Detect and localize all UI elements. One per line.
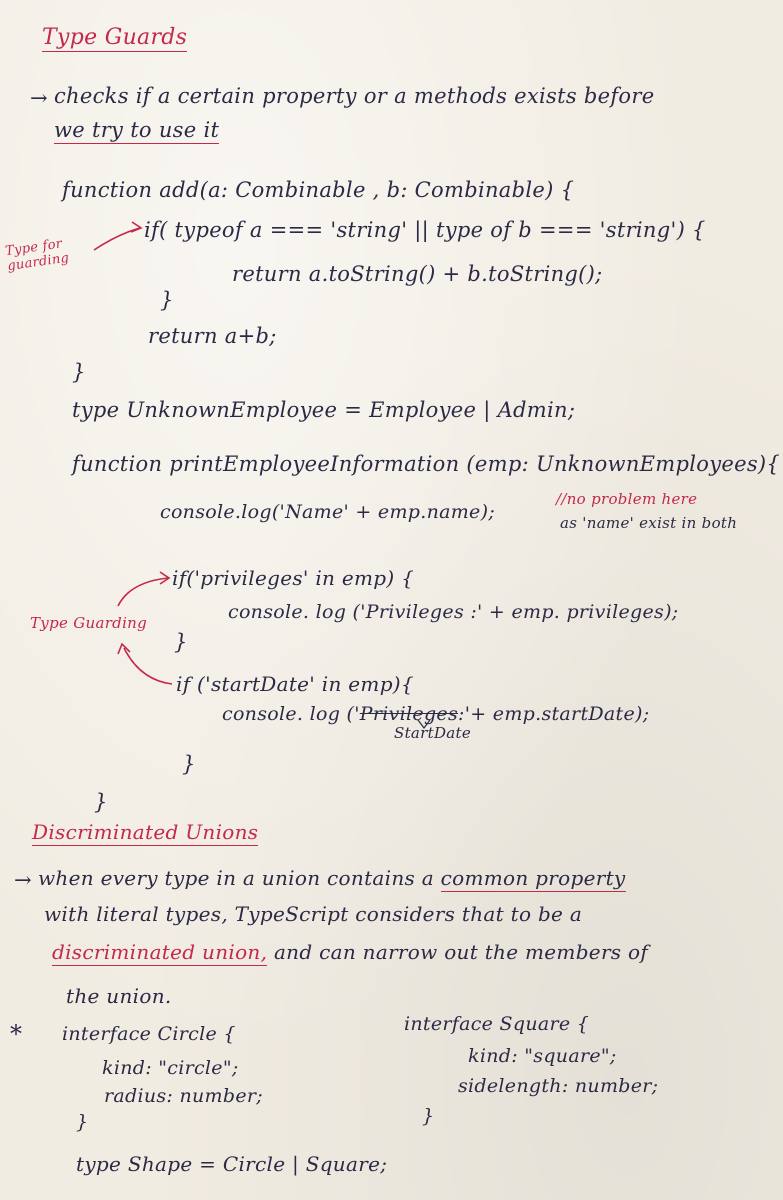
comment-line-1: //no problem here	[556, 490, 698, 508]
insert-caret	[418, 720, 430, 728]
note-line-1: checks if a certain property or a methods exists before	[54, 84, 655, 108]
shape-type-line: type Shape = Circle | Square;	[76, 1152, 388, 1176]
du-common-property: common property	[440, 866, 626, 890]
margin-note-guarding: Type for guarding	[4, 236, 71, 275]
code-add-line-3: return a.toString() + b.toString();	[232, 262, 603, 286]
code-add-line-2: if( typeof a === 'string' || type of b === 'string') {	[144, 218, 706, 242]
note-line-2: we try to use it	[54, 118, 220, 142]
code-add-line-4: }	[160, 288, 174, 312]
du-discriminated-union: discriminated union,	[52, 940, 268, 964]
circle-line-1: interface Circle {	[62, 1023, 236, 1045]
star-mark: *	[10, 1020, 23, 1048]
circle-line-2: kind: "circle";	[102, 1057, 239, 1079]
heading-discriminated-unions: Discriminated Unions	[32, 820, 259, 844]
code-emp-line-2: function printEmployeeInformation (emp: UnknownEmployees){	[72, 452, 781, 476]
code-emp-line-8-prefix: console. log ('	[222, 703, 360, 725]
code-emp-line-4: if('privileges' in emp) {	[172, 566, 415, 590]
code-add-line-5: return a+b;	[148, 324, 277, 348]
insert-startdate: StartDate	[394, 724, 472, 742]
comment-line-2: as 'name' exist in both	[560, 514, 738, 532]
du-line-3-suffix: and can narrow out the members of	[273, 940, 649, 964]
margin-note-type-guarding: Type Guarding	[30, 614, 148, 632]
bullet-arrow-2: →	[14, 868, 32, 892]
struck-privileges: Privileges	[359, 703, 458, 725]
circle-line-3: radius: number;	[104, 1085, 263, 1107]
code-emp-line-8-suffix: :'+ emp.startDate);	[458, 703, 650, 725]
square-line-3: sidelength: number;	[458, 1075, 659, 1097]
code-emp-line-7: if ('startDate' in emp){	[176, 672, 414, 696]
circle-line-4: }	[76, 1111, 89, 1133]
du-line-4: the union.	[66, 984, 172, 1008]
code-add-line-6: }	[72, 360, 86, 384]
du-line-2: with literal types, TypeScript considers that to be a	[44, 902, 583, 926]
code-emp-line-5: console. log ('Privileges :' + emp. privileges);	[228, 601, 679, 623]
heading-type-guards: Type Guards	[42, 25, 188, 50]
code-add-line-1: function add(a: Combinable , b: Combinable) {	[62, 178, 575, 202]
arrow-privileges	[118, 578, 168, 606]
du-line-1-prefix: when every type in a union contains a	[38, 866, 434, 890]
code-emp-line-6: }	[174, 630, 188, 654]
square-line-4: }	[422, 1105, 435, 1127]
code-emp-line-9: }	[182, 752, 196, 776]
code-emp-line-3: console.log('Name' + emp.name);	[160, 501, 496, 523]
square-line-2: kind: "square";	[468, 1045, 617, 1067]
code-emp-line-1: type UnknownEmployee = Employee | Admin;	[72, 398, 576, 422]
code-emp-line-10: }	[94, 790, 108, 814]
square-line-1: interface Square {	[404, 1013, 590, 1035]
bullet-arrow: →	[30, 86, 48, 110]
arrow-startdate	[124, 648, 172, 684]
